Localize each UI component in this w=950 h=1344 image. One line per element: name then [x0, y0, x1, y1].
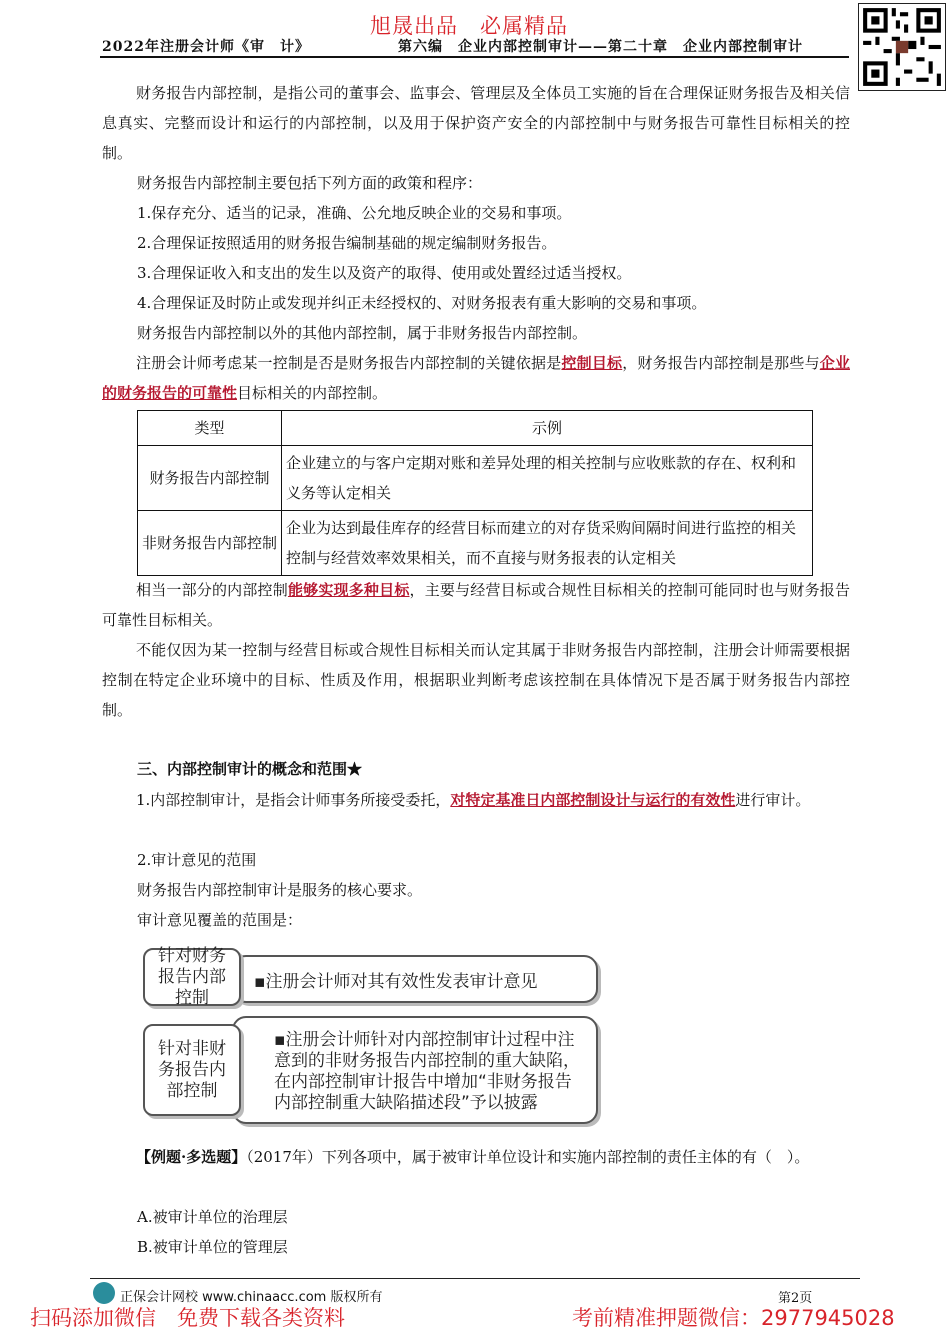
- footer-rule: [90, 1278, 860, 1279]
- table-cell-type: 非财务报告内部控制: [138, 511, 282, 576]
- policy-item-3: 3.合理保证收入和支出的发生以及资产的取得、使用或处置经过适当授权。: [137, 264, 632, 282]
- paragraph-judgement: 不能仅因为某一控制与经营目标或合规性目标相关而认定其属于非财务报告内部控制，注册会计师需要根据控制在特定企业环境中的目标、性质及作用，根据职业判断考虑该控制在具体情况下是否属于财务报告内部控制。: [102, 641, 850, 719]
- table-header-example: 示例: [282, 411, 813, 446]
- bottom-ad-left: 扫码添加微信 免费下载各类资料: [30, 1306, 345, 1330]
- diagram-box-nonfinancial-label: 针对非财务报告内部控制: [143, 1024, 241, 1116]
- table-cell-type: 财务报告内部控制: [138, 446, 282, 511]
- policy-item-2: 2.合理保证按照适用的财务报告编制基础的规定编制财务报告。: [137, 234, 557, 252]
- highlight-control-objective: 控制目标: [561, 354, 623, 372]
- example-question: 【例题·多选题】（2017年）下列各项中，属于被审计单位设计和实施内部控制的责任主体的有（ ）。: [136, 1148, 810, 1166]
- diagram-box-financial-description: ▪注册会计师对其有效性发表审计意见: [232, 955, 598, 1003]
- page-number: 第2页: [778, 1291, 813, 1306]
- header-chapter-title: 第六编 企业内部控制审计——第二十章 企业内部控制审计: [398, 39, 803, 55]
- control-type-table: [137, 410, 813, 576]
- table-cell-example: 企业为达到最佳库存的经营目标而建立的对存货采购间隔时间进行监控的相关控制与经营效率效果相关，而不直接与财务报表的认定相关: [282, 511, 813, 576]
- footer-site[interactable]: 正保会计网校 www.chinaacc.com 版权所有: [120, 1290, 383, 1305]
- example-tag: 【例题·多选题】: [136, 1148, 247, 1166]
- paragraph-multiple-objectives: 相当一部分的内部控制能够实现多种目标，主要与经营目标或合规性目标相关的控制可能同时也与财务报告可靠性目标相关。: [102, 581, 850, 629]
- highlight-effectiveness: 对特定基准日内部控制设计与运行的有效性: [450, 791, 736, 809]
- qr-code-icon[interactable]: [858, 3, 946, 91]
- highlight-reliability: 企业的财务报告的可靠性: [102, 354, 850, 402]
- audit-scope-heading: 2.审计意见的范围: [137, 851, 257, 869]
- policy-item-1: 1.保存充分、适当的记录，准确、公允地反映企业的交易和事项。: [137, 204, 572, 222]
- paragraph-key-basis: 注册会计师考虑某一控制是否是财务报告内部控制的关键依据是控制目标，财务报告内部控制是那些与企业的财务报告的可靠性目标相关的内部控制。: [102, 354, 850, 402]
- paragraph-policies-intro: 财务报告内部控制主要包括下列方面的政策和程序：: [137, 174, 483, 192]
- table-header-row: [138, 411, 813, 446]
- header-rule: [100, 56, 849, 58]
- header-book-title: 2022年注册会计师《审 计》: [102, 39, 310, 55]
- audit-scope-intro: 审计意见覆盖的范围是：: [137, 911, 303, 929]
- option-b[interactable]: B.被审计单位的管理层: [137, 1238, 288, 1256]
- paragraph-definition: 财务报告内部控制，是指公司的董事会、监事会、管理层及全体员工实施的旨在合理保证财务报告及相关信息真实、完整而设计和运行的内部控制，以及用于保护资产安全的内部控制中与财务报告可靠性目标相关的控制。: [102, 84, 850, 162]
- table-cell-example: 企业建立的与客户定期对账和差异处理的相关控制与应收账款的存在、权利和义务等认定相关: [282, 446, 813, 511]
- section-title: 三、内部控制审计的概念和范围★: [137, 760, 363, 778]
- audit-core-requirement: 财务报告内部控制审计是服务的核心要求。: [137, 881, 423, 899]
- paragraph-audit-definition: 1.内部控制审计，是指会计师事务所接受委托，对特定基准日内部控制设计与运行的有效性进行审计。: [136, 791, 811, 809]
- policy-item-4: 4.合理保证及时防止或发现并纠正未经授权的、对财务报表有重大影响的交易和事项。: [137, 294, 707, 312]
- highlight-multiple-objectives: 能够实现多种目标: [287, 581, 410, 599]
- chinaacc-logo-icon: [93, 1282, 115, 1304]
- bottom-ad-right: 考前精准押题微信：2977945028: [572, 1306, 895, 1330]
- table-row: [138, 511, 813, 576]
- paragraph-non-financial: 财务报告内部控制以外的其他内部控制，属于非财务报告内部控制。: [137, 324, 588, 342]
- diagram-box-nonfinancial-description: ▪注册会计师针对内部控制审计过程中注意到的非财务报告内部控制的重大缺陷，在内部控制审计报告中增加“非财务报告内部控制重大缺陷描述段”予以披露: [232, 1016, 598, 1124]
- watermark-title: 旭晟出品 必属精品: [370, 14, 568, 38]
- option-a[interactable]: A.被审计单位的治理层: [137, 1208, 288, 1226]
- table-row: [138, 446, 813, 511]
- table-header-type: 类型: [138, 411, 282, 446]
- diagram-box-financial-label: 针对财务报告内部控制: [143, 948, 241, 1006]
